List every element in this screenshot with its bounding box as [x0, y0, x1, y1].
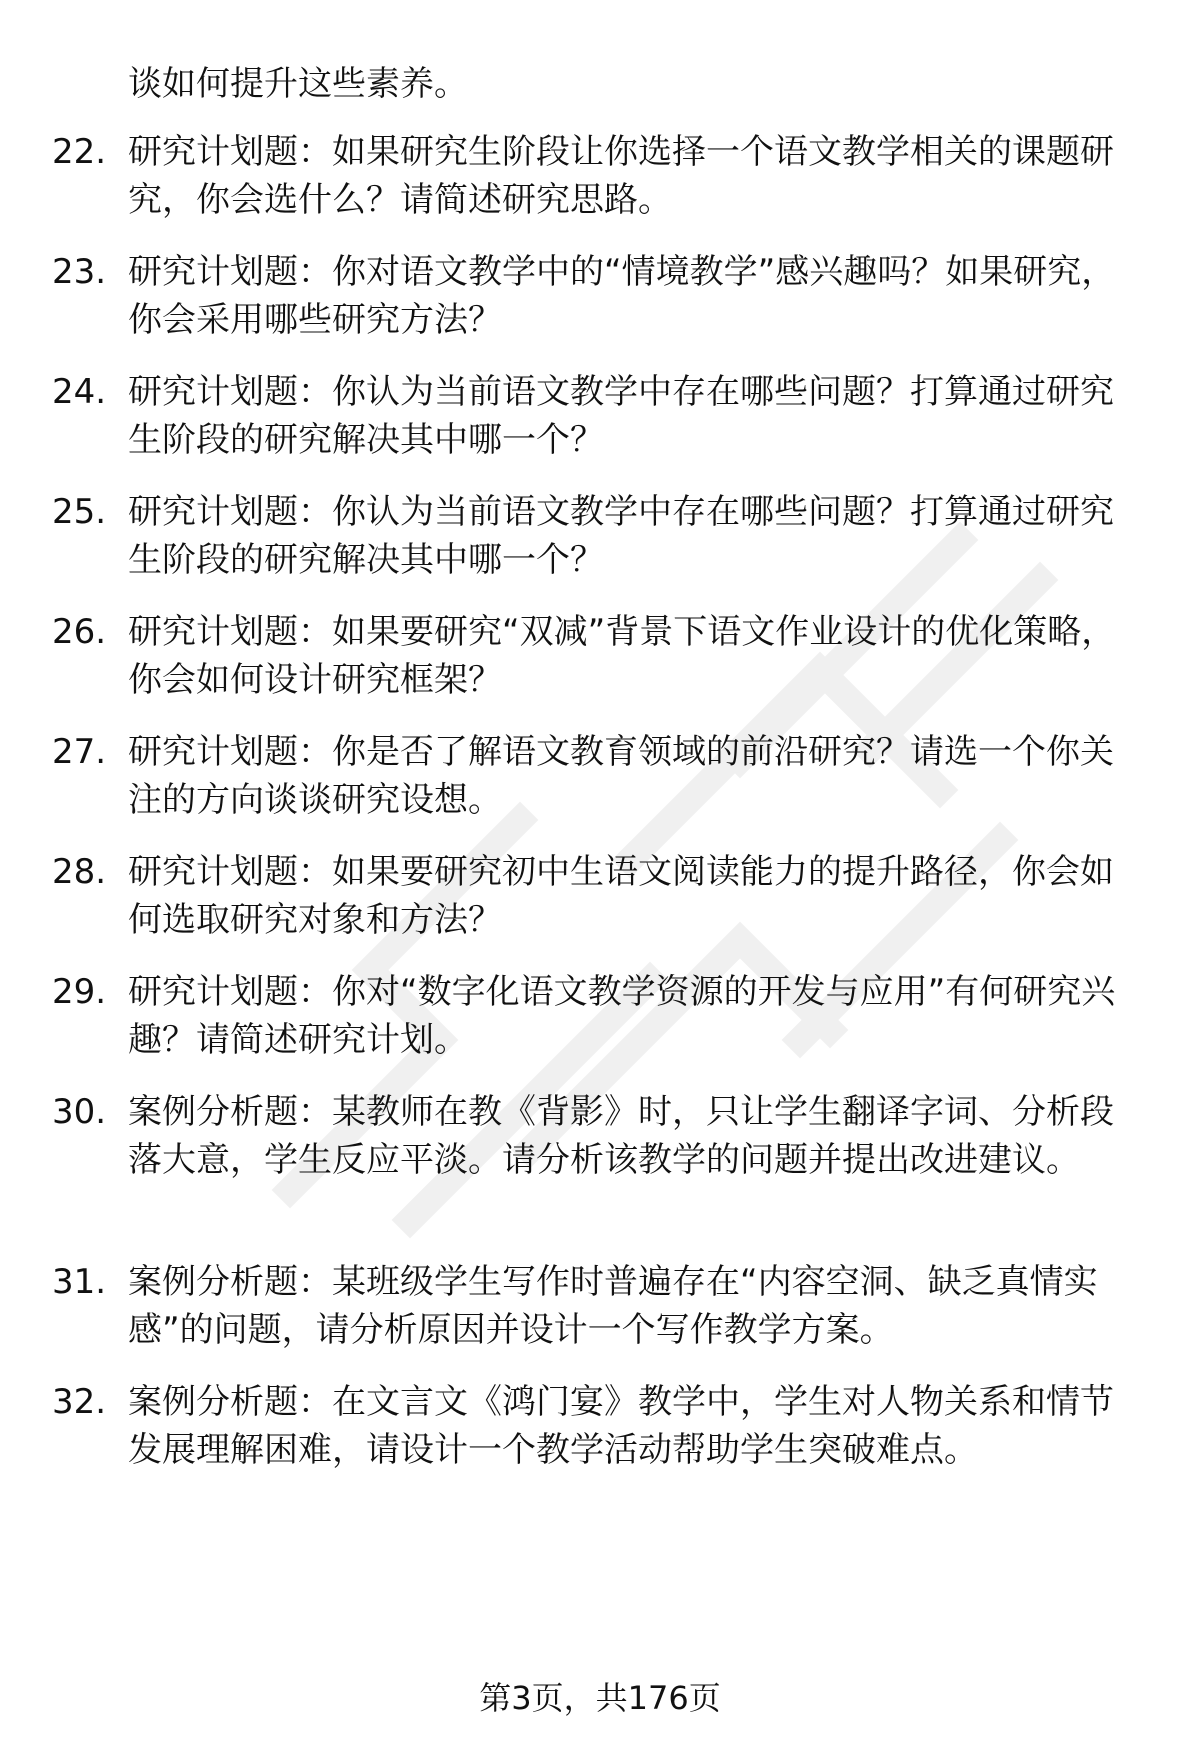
question-text: 研究计划题：如果研究生阶段让你选择一个语文教学相关的课题研究，你会选什么？请简述研究思路。	[128, 132, 1114, 220]
question-number: 22.	[52, 132, 107, 172]
question-number: 23.	[52, 252, 107, 292]
question-text: 研究计划题：你认为当前语文教学中存在哪些问题？打算通过研究生阶段的研究解决其中哪一个？	[128, 372, 1114, 460]
page-number-footer: 第3页，共176页	[479, 1679, 721, 1717]
question-number: 32.	[52, 1382, 107, 1422]
question-text: 研究计划题：你是否了解语文教育领域的前沿研究？请选一个你关注的方向谈谈研究设想。	[128, 732, 1114, 820]
question-text: 研究计划题：如果要研究“双减”背景下语文作业设计的优化策略，你会如何设计研究框架？	[128, 612, 1116, 700]
question-text: 研究计划题：你对语文教学中的“情境教学”感兴趣吗？如果研究，你会采用哪些研究方法？	[128, 252, 1116, 340]
question-text: 案例分析题：某教师在教《背影》时，只让学生翻译字词、分析段落大意，学生反应平淡。请分析该教学的问题并提出改进建议。	[128, 1092, 1114, 1180]
question-number: 29.	[52, 972, 107, 1012]
question-number: 31.	[52, 1262, 107, 1302]
question-number: 30.	[52, 1092, 107, 1132]
question-text: 研究计划题：你认为当前语文教学中存在哪些问题？打算通过研究生阶段的研究解决其中哪一个？	[128, 492, 1114, 580]
previous-question-continuation: 谈如何提升这些素养。	[128, 64, 468, 104]
question-text: 案例分析题：在文言文《鸿门宴》教学中，学生对人物关系和情节发展理解困难，请设计一个教学活动帮助学生突破难点。	[128, 1382, 1114, 1470]
question-number: 24.	[52, 372, 107, 412]
question-number: 26.	[52, 612, 107, 652]
question-text: 案例分析题：某班级学生写作时普遍存在“内容空洞、缺乏真情实感”的问题，请分析原因并设计一个写作教学方案。	[128, 1262, 1098, 1350]
question-number: 25.	[52, 492, 107, 532]
question-number: 28.	[52, 852, 107, 892]
question-text: 研究计划题：你对“数字化语文教学资源的开发与应用”有何研究兴趣？请简述研究计划。	[128, 972, 1116, 1060]
question-text: 研究计划题：如果要研究初中生语文阅读能力的提升路径，你会如何选取研究对象和方法？	[128, 852, 1114, 940]
question-number: 27.	[52, 732, 107, 772]
